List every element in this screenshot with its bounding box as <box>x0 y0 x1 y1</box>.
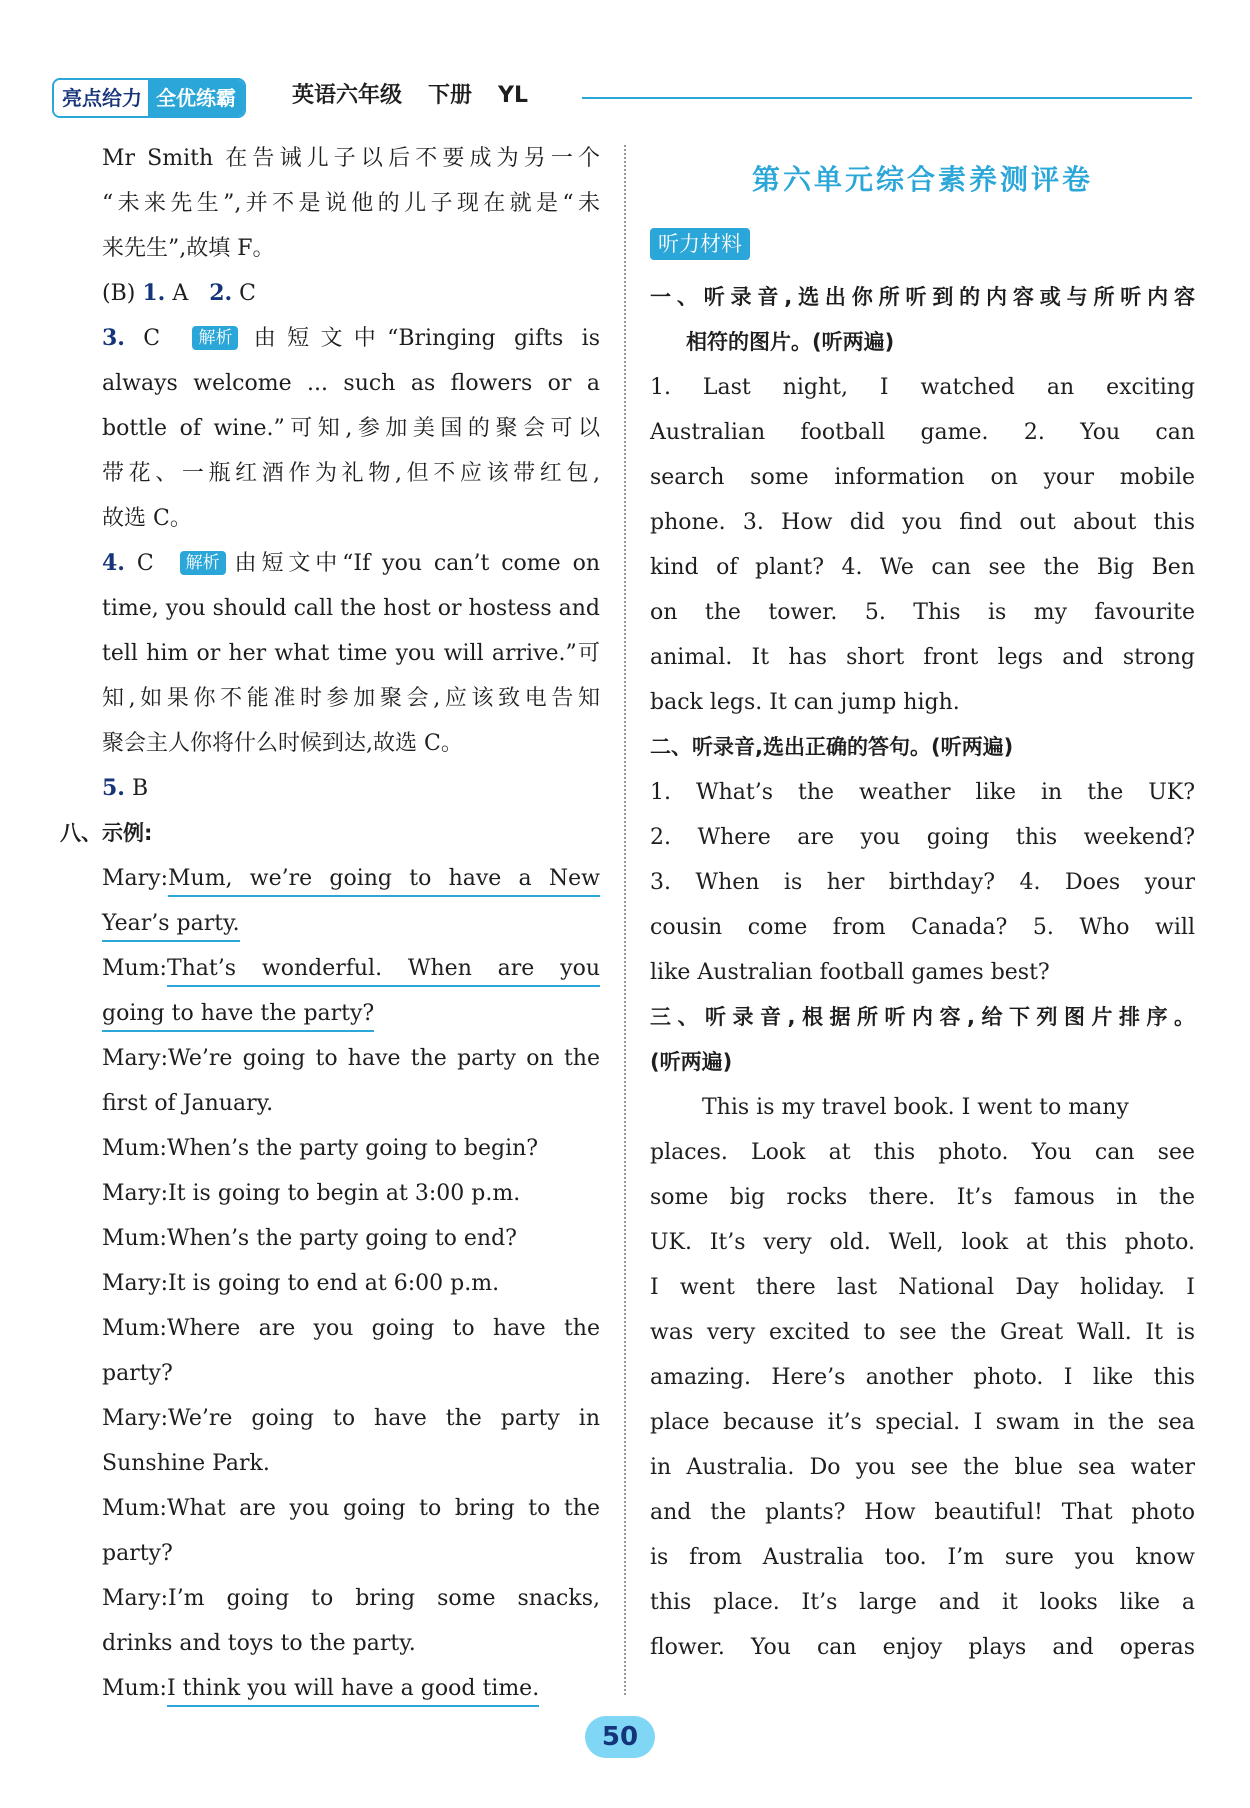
dialog-line <box>60 1576 600 1621</box>
dialog-line <box>60 901 600 946</box>
analysis-tag: 解析 <box>192 326 238 350</box>
q3-line <box>60 316 600 361</box>
dialog-line <box>60 1171 600 1216</box>
speaker: Mum: <box>102 1676 167 1701</box>
dialog-text: Where are you going to have the <box>166 1316 600 1341</box>
speaker: Mum: <box>102 1496 167 1521</box>
section-2-title: 二、听录音,选出正确的答句。(听两遍) <box>650 735 1014 759</box>
subject: 英语六年级 <box>292 83 403 108</box>
brand-logo <box>52 78 246 118</box>
dialog-text: We’re going to have the party in <box>168 1406 600 1431</box>
q2-num: 2. <box>209 280 233 306</box>
right-column <box>650 136 1195 1670</box>
text-line: 来先生”,故填 F。 <box>102 236 275 261</box>
dialog-line <box>60 1261 600 1306</box>
section-1-title: 相符的图片。(听两遍) <box>686 330 895 354</box>
text-line: bottle of wine.”可知,参加美国的聚会可以 <box>102 416 600 441</box>
text-line: 故选 C。 <box>102 506 192 531</box>
speaker: Mary: <box>102 1046 168 1071</box>
section-3-title: 三、听录音,根据所听内容,给下列图片排序。 <box>650 1005 1195 1029</box>
text-line: 1. Last night, I watched an exciting <box>650 375 1195 400</box>
text-line: “未来先生”,并不是说他的儿子现在就是“未 <box>102 191 600 216</box>
text-line: 聚会主人你将什么时候到达,故选 C。 <box>102 731 463 756</box>
speaker: Mary: <box>102 866 168 891</box>
q3-ans: C <box>143 326 161 351</box>
dialog-text: When’s the party going to begin? <box>166 1136 539 1161</box>
dialog-text: What are you going to bring to the <box>166 1496 600 1521</box>
unit-title: 第六单元综合素养测评卷 <box>751 163 1093 196</box>
dialog-line: Sunshine Park. <box>102 1451 270 1476</box>
text-line: 由短文中“Bringing gifts is <box>242 326 600 351</box>
page-number: 50 <box>585 1716 655 1758</box>
edition: YL <box>498 83 528 108</box>
dialog-line: drinks and toys to the party. <box>102 1631 416 1656</box>
dialog-line <box>60 1216 600 1261</box>
section-8-heading: 八、示例: <box>60 821 153 845</box>
text-line: back legs. It can jump high. <box>650 690 960 715</box>
dialog-text: I’m going to bring some snacks, <box>168 1586 600 1611</box>
brand-left: 亮点给力 <box>54 80 148 116</box>
book-title <box>292 78 554 114</box>
text-line: 2. Where are you going this weekend? <box>650 825 1195 850</box>
text-line: search some information on your mobile <box>650 465 1195 490</box>
q4-num: 4. <box>102 550 125 576</box>
text-line: phone. 3. How did you find out about this <box>650 510 1195 535</box>
dialog-text: going to have the party? <box>102 1001 374 1032</box>
page-header <box>52 78 1192 120</box>
q5-num: 5. <box>102 775 125 801</box>
volume: 下册 <box>428 83 473 108</box>
dialog-line <box>60 1126 600 1171</box>
text-line: amazing. Here’s another photo. I like this <box>650 1365 1195 1390</box>
text-line: 1. What’s the weather like in the UK? <box>650 780 1195 805</box>
text-line: always welcome ... such as flowers or a <box>102 371 600 396</box>
text-line: 3. When is her birthday? 4. Does your <box>650 870 1195 895</box>
text-line: I went there last National Day holiday. I <box>650 1275 1195 1300</box>
dialog-line <box>60 1036 600 1081</box>
q3-num: 3. <box>102 325 125 351</box>
dialog-line: party? <box>102 1541 173 1566</box>
q5-ans: B <box>131 776 149 801</box>
text-line: tell him or her what time you will arrive.”可 <box>102 641 600 666</box>
q4-ans: C <box>136 551 154 576</box>
dialog-text: Mum, we’re going to have a New <box>168 866 600 897</box>
text-line: place because it’s special. I swam in the sea <box>650 1410 1195 1435</box>
speaker: Mary: <box>102 1271 168 1296</box>
header-rule <box>582 97 1192 99</box>
dialog-text: That’s wonderful. When are you <box>167 956 600 987</box>
column-divider <box>624 145 626 1695</box>
text-line: time, you should call the host or hostess and <box>102 596 600 621</box>
answer-b <box>60 271 600 316</box>
text-line: flower. You can enjoy plays and operas <box>650 1635 1195 1660</box>
q4-line <box>60 541 600 586</box>
listening-material-badge: 听力材料 <box>650 228 750 260</box>
text-line: 由短文中“If you can’t come on <box>229 551 600 576</box>
dialog-line: party? <box>102 1361 173 1386</box>
text-line: cousin come from Canada? 5. Who will <box>650 915 1195 940</box>
text-line: on the tower. 5. This is my favourite <box>650 600 1195 625</box>
dialog-line <box>60 946 600 991</box>
text-line: animal. It has short front legs and strong <box>650 645 1195 670</box>
dialog-text: When’s the party going to end? <box>166 1226 517 1251</box>
dialog-text: I think you will have a good time. <box>167 1676 539 1707</box>
text-line: 知,如果你不能准时参加聚会,应该致电告知 <box>102 686 600 711</box>
dialog-text: It is going to end at 6:00 p.m. <box>168 1271 500 1296</box>
section-3-title: (听两遍) <box>650 1050 733 1074</box>
dialog-line <box>60 856 600 901</box>
q1-ans: A <box>172 281 189 306</box>
text-line: and the plants? How beautiful! That photo <box>650 1500 1195 1525</box>
speaker: Mum: <box>102 1136 167 1161</box>
q2-ans: C <box>239 281 256 306</box>
dialog-line: first of January. <box>102 1091 274 1116</box>
speaker: Mary: <box>102 1181 168 1206</box>
dialog-line <box>60 991 600 1036</box>
q5-line <box>60 766 600 811</box>
dialog-line <box>60 1666 600 1711</box>
speaker: Mum: <box>102 1226 167 1251</box>
text-line: in Australia. Do you see the blue sea water <box>650 1455 1195 1480</box>
brand-right: 全优练霸 <box>148 80 244 116</box>
text-line: this place. It’s large and it looks like a <box>650 1590 1195 1615</box>
section-1-title: 一、听录音,选出你所听到的内容或与所听内容 <box>650 285 1195 309</box>
left-column <box>60 136 600 1711</box>
text-line: 带花、一瓶红酒作为礼物,但不应该带红包, <box>102 461 600 486</box>
dialog-text: We’re going to have the party on the <box>168 1046 600 1071</box>
speaker: Mum: <box>102 956 167 981</box>
analysis-tag: 解析 <box>180 551 226 575</box>
text-line: was very excited to see the Great Wall. It is <box>650 1320 1195 1345</box>
text-line: some big rocks there. It’s famous in the <box>650 1185 1195 1210</box>
dialog-text: It is going to begin at 3:00 p.m. <box>168 1181 521 1206</box>
speaker: Mary: <box>102 1406 168 1431</box>
b-label: (B) <box>102 281 136 306</box>
text-line: Australian football game. 2. You can <box>650 420 1195 445</box>
q1-num: 1. <box>142 280 166 306</box>
text-line: This is my travel book. I went to many <box>702 1095 1129 1120</box>
text-line: UK. It’s very old. Well, look at this photo. <box>650 1230 1195 1255</box>
text-line: kind of plant? 4. We can see the Big Ben <box>650 555 1195 580</box>
dialog-line <box>60 1396 600 1441</box>
text-line: Mr Smith 在告诫儿子以后不要成为另一个 <box>102 146 600 171</box>
text-line: is from Australia too. I’m sure you know <box>650 1545 1195 1570</box>
dialog <box>60 856 600 1711</box>
speaker: Mary: <box>102 1586 168 1611</box>
text-line: places. Look at this photo. You can see <box>650 1140 1195 1165</box>
speaker: Mum: <box>102 1316 167 1341</box>
text-line: like Australian football games best? <box>650 960 1050 985</box>
dialog-text: Year’s party. <box>102 911 240 942</box>
dialog-line <box>60 1486 600 1531</box>
dialog-line <box>60 1306 600 1351</box>
badge-line <box>650 222 1195 267</box>
